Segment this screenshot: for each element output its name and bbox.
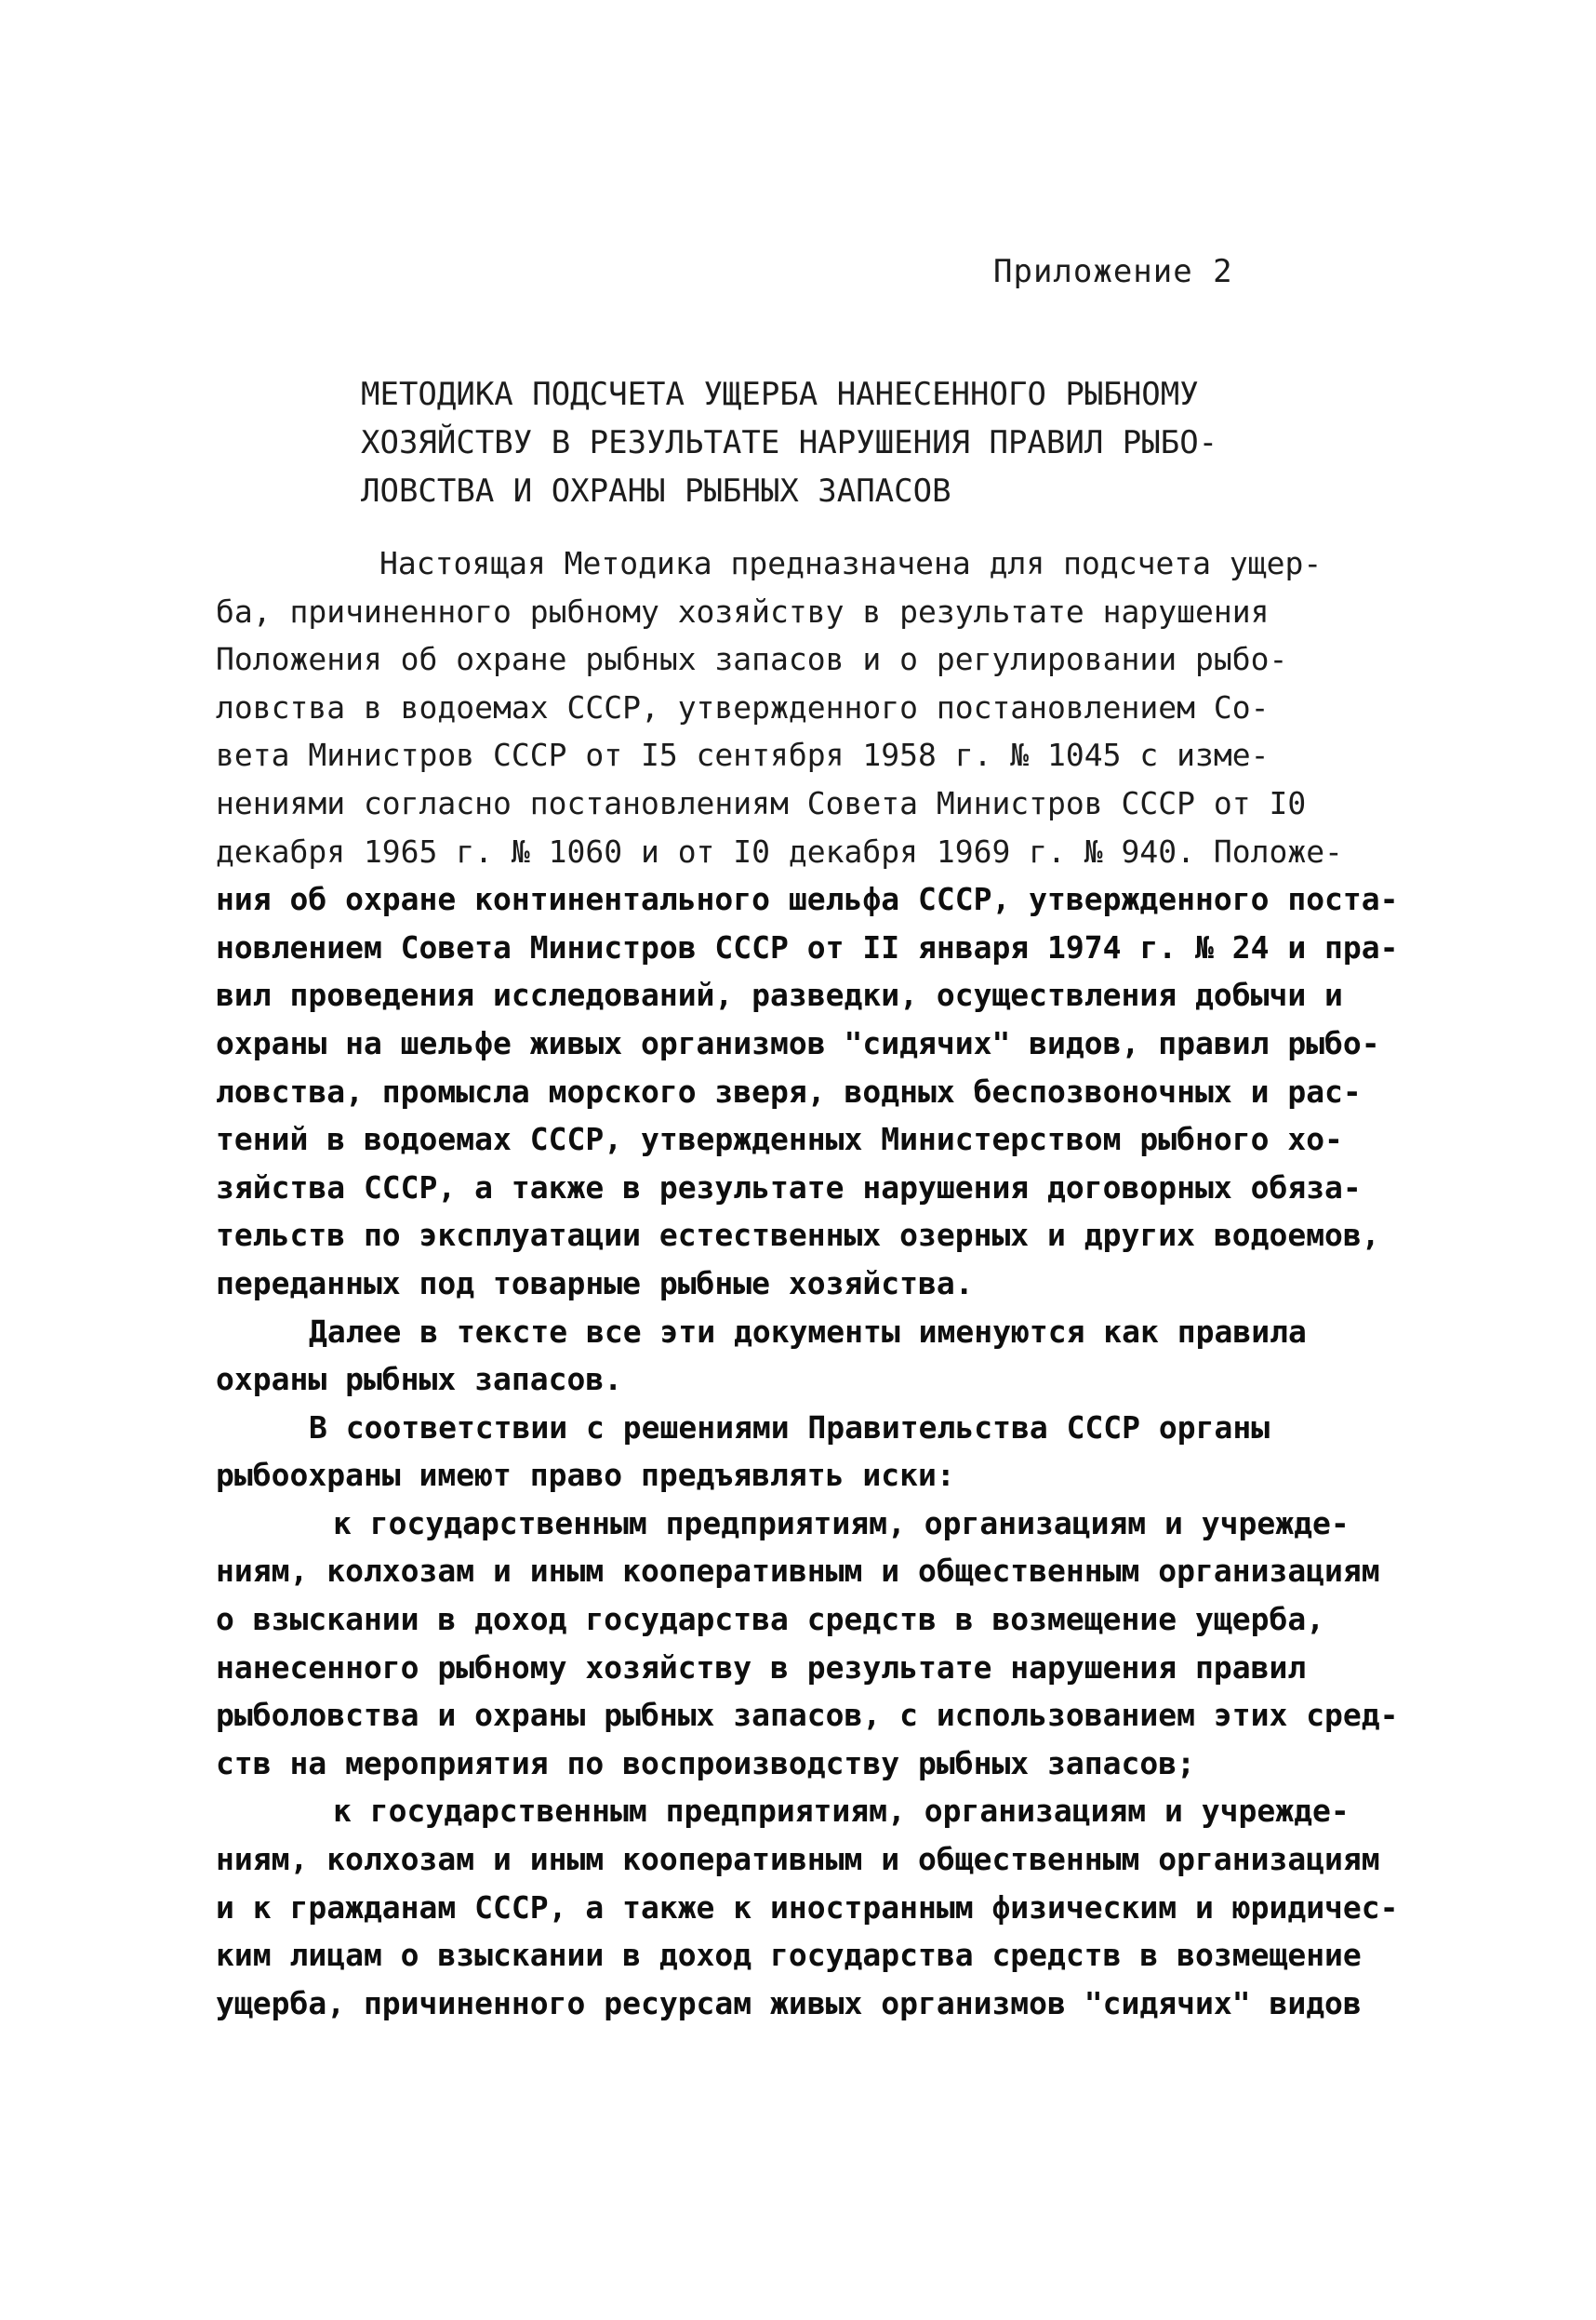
title-line: ХОЗЯЙСТВУ В РЕЗУЛЬТАТЕ НАРУШЕНИЯ ПРАВИЛ РЫБО- [361,424,1218,461]
document-body [216,540,1453,2027]
body-line: и к гражданам СССР, а также к иностранным физическим и юридичес- [216,1888,1399,1926]
body-line: ниям, колхозам и иным кооперативным и общественным организациям [216,1841,1380,1878]
body-line: охраны рыбных запасов. [216,1361,623,1398]
body-line: тельств по эксплуатации естественных озерных и других водоемов, [216,1217,1380,1254]
body-line: ущерба, причиненного ресурсам живых организмов "сидячих" видов [216,1984,1362,2021]
body-line: декабря 1965 г. № 1060 и от I0 декабря 1969 г. № 940. Положе- [216,833,1343,870]
body-line: ба, причиненного рыбному хозяйству в результате нарушения [216,593,1270,630]
body-line: новлением Совета Министров СССР от II января 1974 г. № 24 и пра- [216,928,1399,966]
body-line: к государственным предприятиям, организациям и учрежде- [333,1504,1350,1541]
body-line: ким лицам о взыскании в доход государства средств в возмещение [216,1937,1362,1974]
body-line: Настоящая Методика предназначена для подсчета ущер- [379,545,1323,581]
body-line: рыбоохраны имеют право предъявлять иски: [216,1457,955,1494]
body-line: о взыскании в доход государства средств в возмещение ущерба, [216,1601,1325,1638]
body-line: ния об охране континентального шельфа СССР, утвержденного поста- [216,881,1399,918]
body-line: нениями согласно постановлениям Совета Министров СССР от I0 [216,784,1307,821]
title-line: МЕТОДИКА ПОДСЧЕТА УЩЕРБА НАНЕСЕННОГО РЫБНОМУ [361,376,1199,413]
body-line: Далее в тексте все эти документы именуются как правила [309,1313,1307,1350]
body-line: зяйства СССР, а также в результате нарушения договорных обяза- [216,1168,1362,1206]
body-line: рыболовства и охраны рыбных запасов, с использованием этих сред- [216,1697,1399,1734]
body-line: вил проведения исследований, разведки, осуществления добычи и [216,977,1343,1014]
body-line: ловства, промысла морского зверя, водных беспозвоночных и рас- [216,1073,1362,1110]
body-line: ниям, колхозам и иным кооперативным и общественным организациям [216,1553,1380,1590]
appendix-label: Приложение 2 [993,253,1233,290]
body-line: охраны на шельфе живых организмов "сидячих" видов, правил рыбо- [216,1024,1380,1061]
body-line: тений в водоемах СССР, утвержденных Министерством рыбного хо- [216,1121,1343,1158]
body-line: ств на мероприятия по воспроизводству рыбных запасов; [216,1744,1195,1781]
body-line: к государственным предприятиям, организациям и учрежде- [333,1793,1350,1830]
body-line: вета Министров СССР от I5 сентября 1958 г. № 1045 с изме- [216,737,1270,774]
body-line: В соответствии с решениями Правительства СССР органы [309,1408,1270,1446]
body-line: переданных под товарные рыбные хозяйства. [216,1264,974,1301]
document-title [361,370,1217,515]
body-line: нанесенного рыбному хозяйству в результате нарушения правил [216,1648,1307,1686]
body-line: ловства в водоемах СССР, утвержденного постановлением Со- [216,688,1270,726]
title-line: ЛОВСТВА И ОХРАНЫ РЫБНЫХ ЗАПАСОВ [361,473,951,510]
body-line: Положения об охране рыбных запасов и о регулировании рыбо- [216,641,1288,678]
